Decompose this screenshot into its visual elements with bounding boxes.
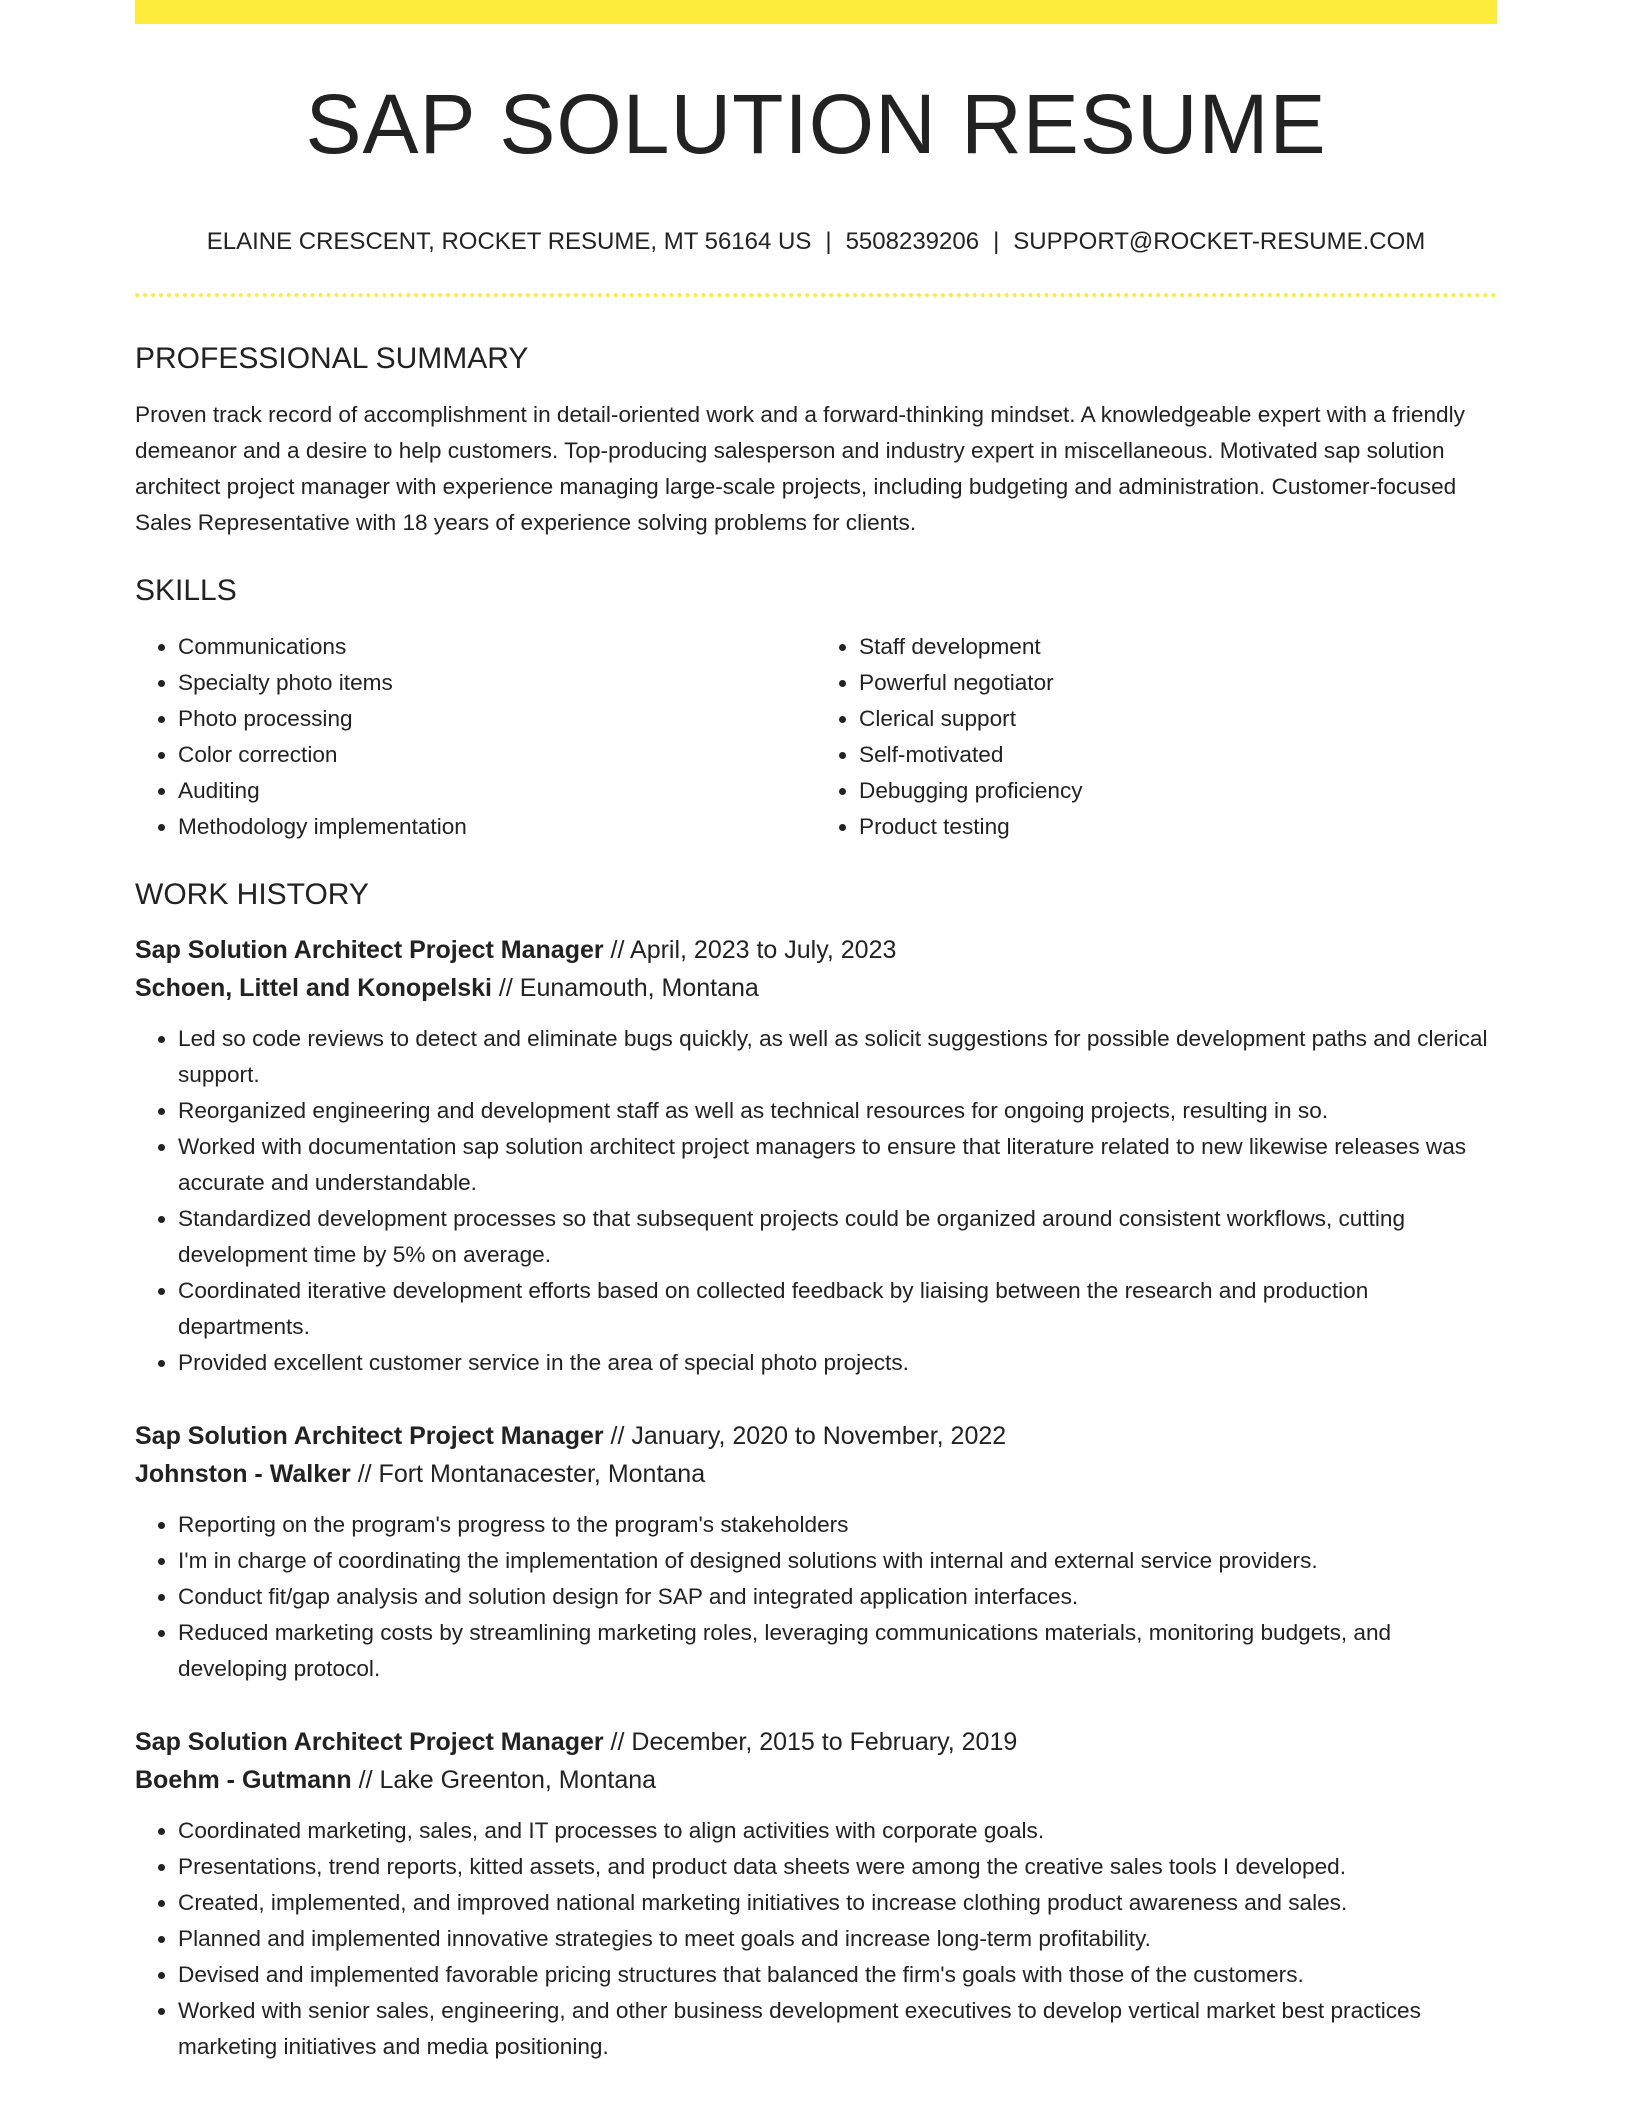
skill-item: • Staff development [859,629,1497,665]
job-title-line [135,1417,1497,1455]
job-location: // Lake Greenton, Montana [351,1765,657,1794]
job-bullet: • Standardized development processes so that subsequent projects could be organized around consistent workflows, cutting development time by 5% on average. [178,1201,1497,1273]
job-bullet: • Created, implemented, and improved national marketing initiatives to increase clothing product awareness and sales. [178,1885,1497,1921]
skills-list [135,629,1497,845]
skill-item: • Color correction [178,737,816,773]
contact-separator: | [825,228,832,255]
resume-page [135,0,1497,2065]
summary-text: Proven track record of accomplishment in detail-oriented work and a forward-thinking mindset. A knowledgeable expert with a friendly demeanor and a desire to help customers. Top-producing salesperson and industry expert in miscellaneous. Motivated sap solution architect project manager with experience managing large-scale projects, including budgeting and administration. Customer-focused Sales Representative with 18 years of experience solving problems for clients. [135,401,1465,535]
job-company: Schoen, Littel and Konopelski [135,973,492,1002]
job-dates: // April, 2023 to July, 2023 [603,935,897,964]
dotted-divider [135,293,1497,297]
job-bullet: • Presentations, trend reports, kitted assets, and product data sheets were among the creative sales tools I developed. [178,1849,1497,1885]
job-title-line [135,1723,1497,1761]
skills-heading: SKILLS [135,573,237,607]
job-bullet: • Reduced marketing costs by streamlining marketing roles, leveraging communications materials, monitoring budgets, and developing protocol. [178,1615,1497,1687]
job-bullet: • Devised and implemented favorable pricing structures that balanced the firm's goals with those of the customers. [178,1957,1497,1993]
job-title: Sap Solution Architect Project Manager [135,1421,604,1450]
job-company-line [135,969,1497,1007]
job-entry [135,1723,1497,2065]
job-bullet: • Worked with senior sales, engineering, and other business development executives to develop vertical market best practices marketing initiatives and media positioning. [178,1993,1497,2065]
job-bullet: • I'm in charge of coordinating the implementation of designed solutions with internal and external service providers. [178,1543,1497,1579]
job-bullet: • Provided excellent customer service in the area of special photo projects. [178,1345,1497,1381]
job-bullet: • Worked with documentation sap solution architect project managers to ensure that literature related to new likewise releases was accurate and understandable. [178,1129,1497,1201]
job-title: Sap Solution Architect Project Manager [135,1727,604,1756]
job-bullets [135,1021,1497,1381]
accent-top-bar [135,0,1497,24]
skills-column-right [816,629,1497,845]
contact-address: ELAINE CRESCENT, ROCKET RESUME, MT 56164 US [206,228,812,255]
skill-item: • Product testing [859,809,1497,845]
job-bullet: • Led so code reviews to detect and eliminate bugs quickly, as well as solicit suggestions for possible development paths and clerical support. [178,1021,1497,1093]
contact-email: SUPPORT@ROCKET-RESUME.COM [1013,228,1426,255]
job-bullet: • Planned and implemented innovative strategies to meet goals and increase long-term profitability. [178,1921,1497,1957]
skills-column-left [135,629,816,845]
job-company: Johnston - Walker [135,1459,351,1488]
job-title: Sap Solution Architect Project Manager [135,935,604,964]
job-dates: // January, 2020 to November, 2022 [603,1421,1007,1450]
skill-item: • Communications [178,629,816,665]
job-bullet: • Coordinated iterative development efforts based on collected feedback by liaising between the research and production departments. [178,1273,1497,1345]
job-company: Boehm - Gutmann [135,1765,352,1794]
skill-item: • Auditing [178,773,816,809]
skill-item: • Powerful negotiator [859,665,1497,701]
contact-line [135,228,1497,257]
skill-item: • Clerical support [859,701,1497,737]
job-location: // Eunamouth, Montana [491,973,759,1002]
job-title-line [135,931,1497,969]
skill-item: • Self-motivated [859,737,1497,773]
job-entry [135,1417,1497,1687]
contact-separator: | [993,228,1000,255]
resume-title: SAP SOLUTION RESUME [305,77,1327,171]
job-company-line [135,1761,1497,1799]
job-bullets [135,1813,1497,2065]
work-history-heading: WORK HISTORY [135,877,369,911]
skill-item: • Photo processing [178,701,816,737]
job-dates: // December, 2015 to February, 2019 [603,1727,1018,1756]
job-bullets [135,1507,1497,1687]
skill-item: • Specialty photo items [178,665,816,701]
job-bullet: • Coordinated marketing, sales, and IT processes to align activities with corporate goals. [178,1813,1497,1849]
job-bullet: • Reporting on the program's progress to the program's stakeholders [178,1507,1497,1543]
job-bullet: • Conduct fit/gap analysis and solution design for SAP and integrated application interfaces. [178,1579,1497,1615]
job-company-line [135,1455,1497,1493]
job-location: // Fort Montanacester, Montana [350,1459,706,1488]
job-bullet: • Reorganized engineering and development staff as well as technical resources for ongoing projects, resulting in so. [178,1093,1497,1129]
skill-item: • Debugging proficiency [859,773,1497,809]
skill-item: • Methodology implementation [178,809,816,845]
summary-heading: PROFESSIONAL SUMMARY [135,341,529,375]
job-entry [135,931,1497,1381]
contact-phone: 5508239206 [845,228,980,255]
